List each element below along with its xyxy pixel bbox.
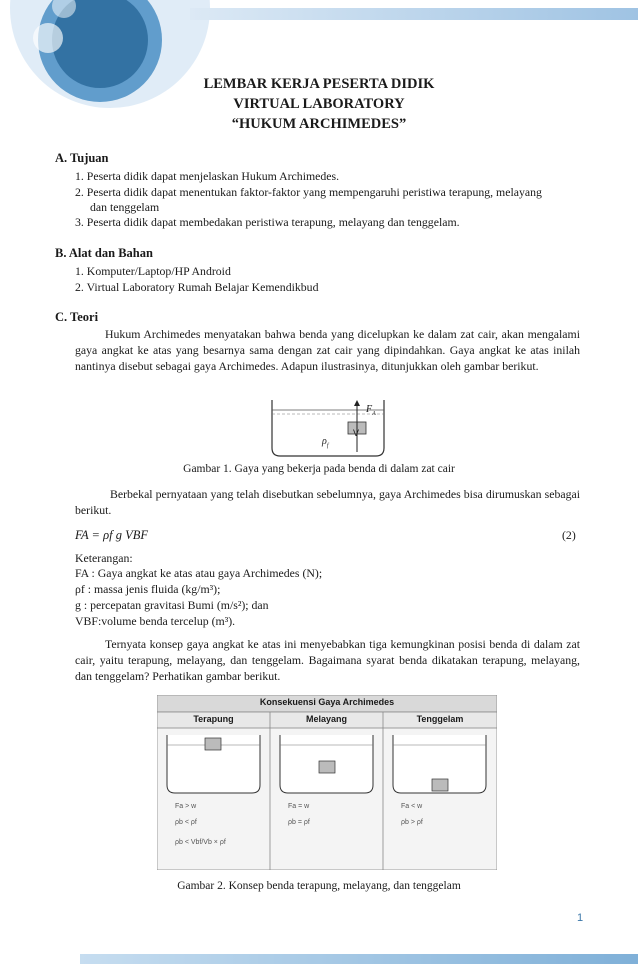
figure-1-force-label bbox=[366, 402, 376, 422]
bottom-bar bbox=[80, 954, 638, 964]
figure-2-archimedes-consequences bbox=[157, 695, 497, 870]
top-bar bbox=[190, 8, 638, 20]
section-a-item-1: 1. Peserta didik dapat menjelaskan Hukum Archimedes. bbox=[75, 169, 340, 183]
section-b-item-1: 1. Komputer/Laptop/HP Android bbox=[75, 264, 231, 278]
figure-1-force-symbol: F bbox=[366, 404, 373, 415]
figure-2-cond-1-3: ρb < Vbf/Vb × ρf bbox=[175, 839, 226, 846]
section-a-item-3: 3. Peserta didik dapat membedakan peristiwa terapung, melayang dan tenggelam. bbox=[75, 215, 460, 229]
keterangan-item-1: FA : Gaya angkat ke atas atau gaya Archimedes (N); bbox=[75, 566, 323, 580]
page-number: 1 bbox=[577, 912, 584, 924]
formula-number: (2) bbox=[562, 528, 576, 542]
figure-2-cond-2-1: Fa = w bbox=[288, 803, 310, 810]
figure-2-cond-2-2: ρb = ρf bbox=[288, 819, 310, 826]
keterangan-item-3: g : percepatan gravitasi Bumi (m/s²); dan bbox=[75, 598, 269, 612]
theory-paragraph-1: Hukum Archimedes menyatakan bahwa benda yang dicelupkan ke dalam zat cair, akan mengalami gaya angkat ke atas yang besarnya sama dengan zat cair yang dipindahkan. Gaya angkat ke atas inilah nantinya disebut sebagai gaya Archimedes. Adapun ilustrasinya, ditunjukkan oleh gambar berikut. bbox=[75, 327, 580, 373]
section-a-item-2-cont: dan tenggelam bbox=[90, 200, 160, 214]
figure-2-header: Konsekuensi Gaya Archimedes bbox=[259, 697, 395, 707]
figure-2-col-terapung: Terapung bbox=[193, 714, 234, 724]
keterangan-item-2: ρf : massa jenis fluida (kg/m³); bbox=[75, 582, 221, 596]
section-a-heading: A. Tujuan bbox=[55, 151, 109, 165]
figure-1-force-sub: A bbox=[372, 411, 376, 417]
formula: FA = ρf g VBF bbox=[75, 528, 148, 542]
section-b-item-2: 2. Virtual Laboratory Rumah Belajar Kemendikbud bbox=[75, 280, 319, 294]
theory-paragraph-2: Berbekal pernyataan yang telah disebutkan sebelumnya, gaya Archimedes bisa dirumuskan sebagai berikut. bbox=[75, 487, 580, 517]
title-line-3: “HUKUM ARCHIMEDES” bbox=[231, 116, 407, 132]
figure-1-caption: Gambar 1. Gaya yang bekerja pada benda di dalam zat cair bbox=[183, 463, 455, 475]
figure-2-cond-1-1: Fa > w bbox=[175, 803, 197, 810]
figure-2-col-tenggelam: Tenggelam bbox=[416, 714, 464, 724]
figure-1-volume-label: V bbox=[353, 428, 360, 438]
figure-1-density-sub: f bbox=[326, 443, 329, 449]
keterangan-label: Keterangan: bbox=[75, 551, 133, 565]
figure-2-cond-3-1: Fa < w bbox=[401, 803, 423, 810]
figure-2-cond-1-2: ρb < ρf bbox=[175, 819, 197, 826]
keterangan-item-4: VBF:volume benda tercelup (m³). bbox=[75, 614, 236, 628]
figure-1-density-label bbox=[322, 434, 328, 454]
figure-2-col-melayang: Melayang bbox=[305, 714, 347, 724]
section-b-heading: B. Alat dan Bahan bbox=[55, 246, 153, 260]
title-line-2: VIRTUAL LABORATORY bbox=[233, 96, 405, 112]
title-line-1: LEMBAR KERJA PESERTA DIDIK bbox=[203, 76, 435, 92]
figure-1-density-symbol: ρ bbox=[322, 436, 327, 447]
figure-2-caption: Gambar 2. Konsep benda terapung, melayang, dan tenggelam bbox=[177, 880, 461, 892]
theory-paragraph-3: Ternyata konsep gaya angkat ke atas ini menyebabkan tiga kemungkinan posisi benda di dalam zat cair, yaitu terapung, melayang, dan tenggelam. Bagaimana syarat benda dikatakan terapung, melayang, dan tenggelam? Perhatikan gambar berikut. bbox=[75, 637, 580, 683]
section-c-heading: C. Teori bbox=[55, 310, 99, 324]
section-a-item-2: 2. Peserta didik dapat menentukan faktor-faktor yang mempengaruhi peristiwa terapung, melayang bbox=[75, 185, 542, 199]
figure-2-cond-3-2: ρb > ρf bbox=[401, 819, 423, 826]
